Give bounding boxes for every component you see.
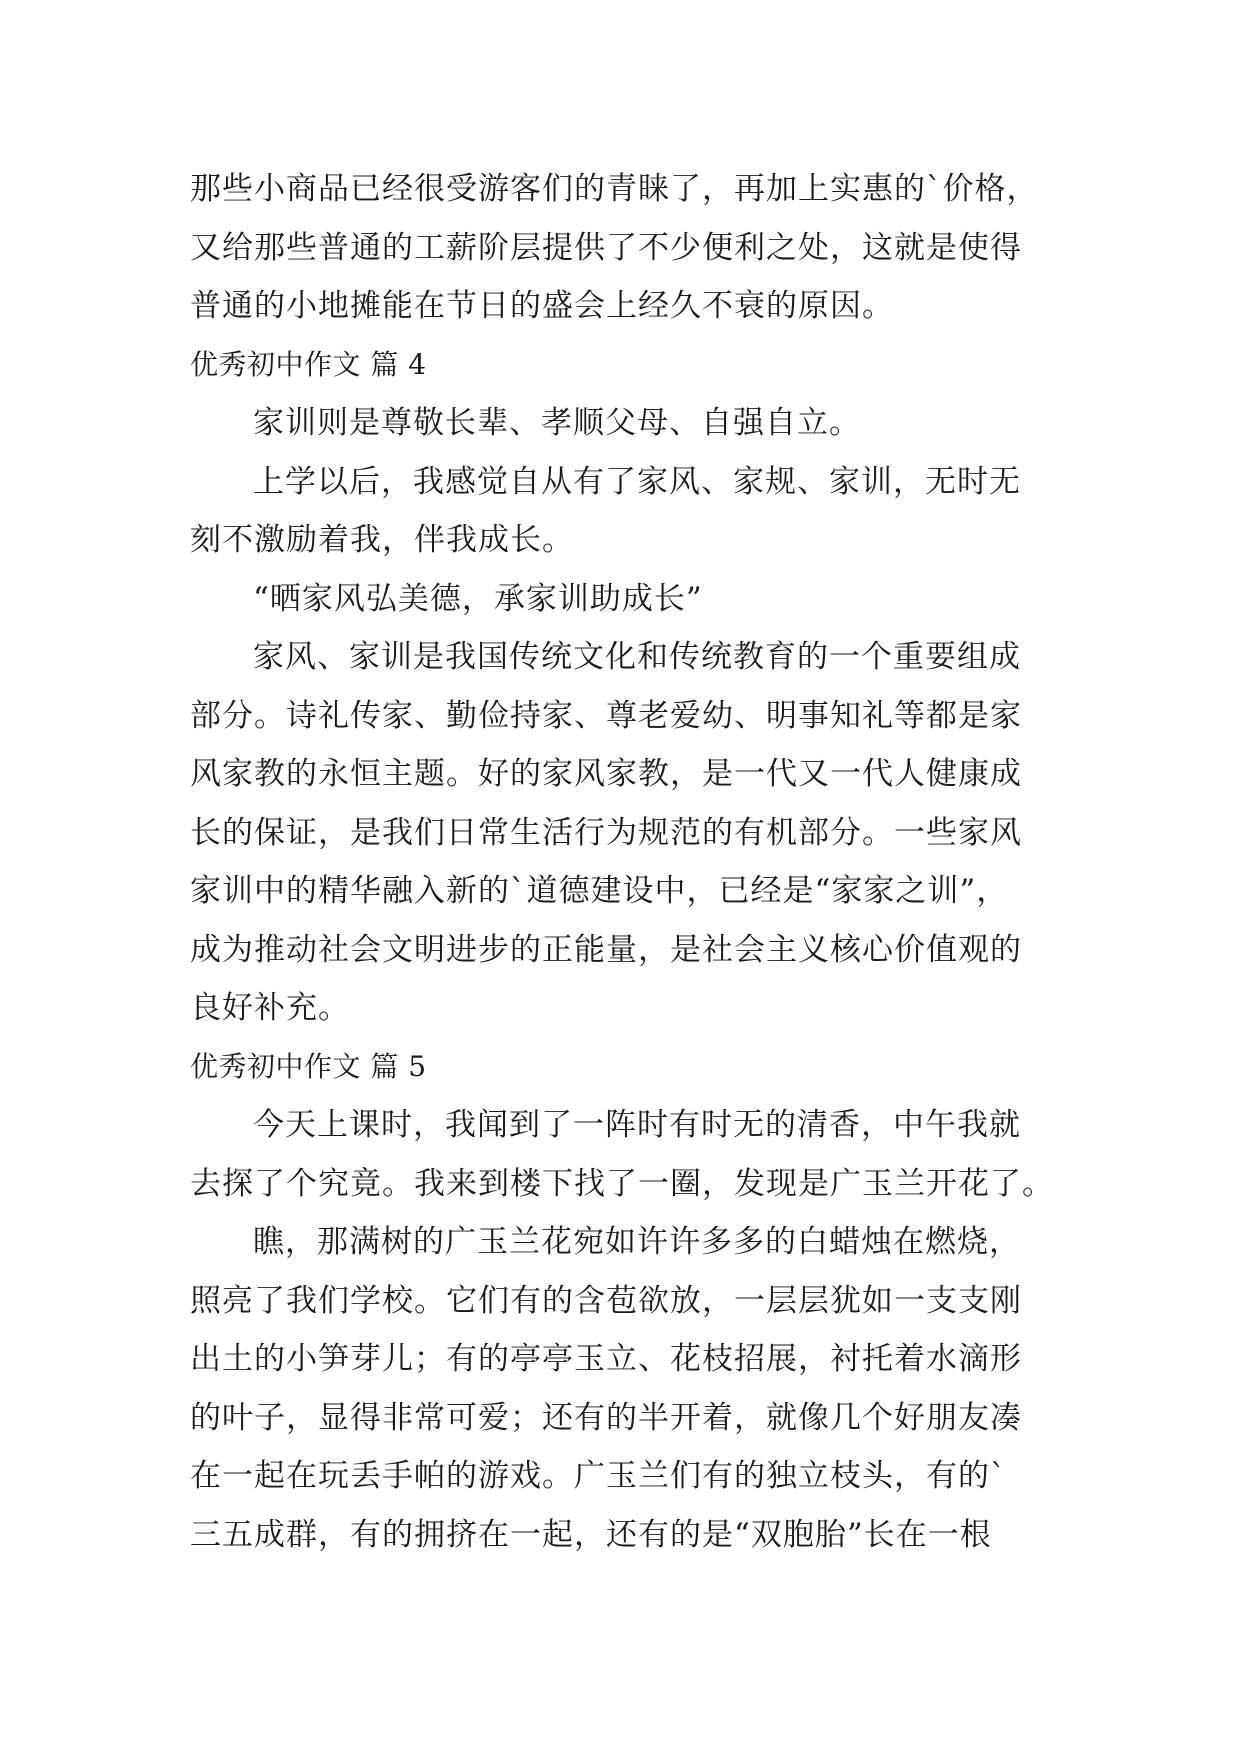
- paragraph-line: 上学以后，我感觉自从有了家风、家规、家训，无时无: [253, 463, 1021, 500]
- paragraph-line: 瞧，那满树的广玉兰花宛如许许多多的白蜡烛在燃烧，: [253, 1224, 1021, 1260]
- document-body: [190, 160, 1054, 1564]
- paragraph-line: 出土的小笋芽儿；有的亭亭玉立、花枝招展，衬托着水滴形: [190, 1341, 1022, 1377]
- paragraph-line: 家风、家训是我国传统文化和传统教育的一个重要组成: [253, 639, 1021, 675]
- paragraph-line: 长的保证，是我们日常生活行为规范的有机部分。一些家风: [190, 814, 1022, 851]
- paragraph-line: 在一起在玩丢手帕的游戏。广玉兰们有的独立枝头，有的`: [190, 1458, 1007, 1494]
- paragraph-line: 照亮了我们学校。它们有的含苞欲放，一层层犹如一支支刚: [190, 1282, 1022, 1319]
- paragraph-line: 那些小商品已经很受游客们的青睐了，再加上实惠的`价格，: [190, 171, 1039, 207]
- paragraph-line: 家训则是尊敬长辈、孝顺父母、自强自立。: [253, 405, 861, 441]
- paragraph-line: 良好补充。: [190, 990, 350, 1026]
- paragraph-line: “晒家风弘美德，承家训助成长”: [253, 580, 703, 617]
- section-heading: 优秀初中作文 篇 4: [190, 347, 427, 381]
- paragraph-line: 三五成群，有的拥挤在一起，还有的是“双胞胎”长在一根: [190, 1516, 992, 1553]
- paragraph-line: 刻不激励着我，伴我成长。: [190, 522, 574, 558]
- paragraph-line: 部分。诗礼传家、勤俭持家、尊老爱幼、明事知礼等都是家: [190, 697, 1022, 734]
- paragraph-line: 普通的小地摊能在节日的盛会上经久不衰的原因。: [190, 288, 894, 324]
- paragraph-line: 成为推动社会文明进步的正能量，是社会主义核心价值观的: [190, 931, 1022, 968]
- paragraph-line: 今天上课时，我闻到了一阵时有时无的清香，中午我就: [253, 1107, 1021, 1143]
- section-heading: 优秀初中作文 篇 5: [190, 1049, 427, 1083]
- paragraph-line: 的叶子，显得非常可爱；还有的半开着，就像几个好朋友凑: [190, 1399, 1022, 1436]
- paragraph-line: 又给那些普通的工薪阶层提供了不少便利之处，这就是使得: [190, 229, 1022, 266]
- paragraph-line: 家训中的精华融入新的`道德建设中，已经是“家家之训”，: [190, 873, 1009, 909]
- paragraph-line: 去探了个究竟。我来到楼下找了一圈，发现是广玉兰开花了。: [190, 1165, 1054, 1202]
- paragraph-line: 风家教的永恒主题。好的家风家教，是一代又一代人健康成: [190, 756, 1022, 792]
